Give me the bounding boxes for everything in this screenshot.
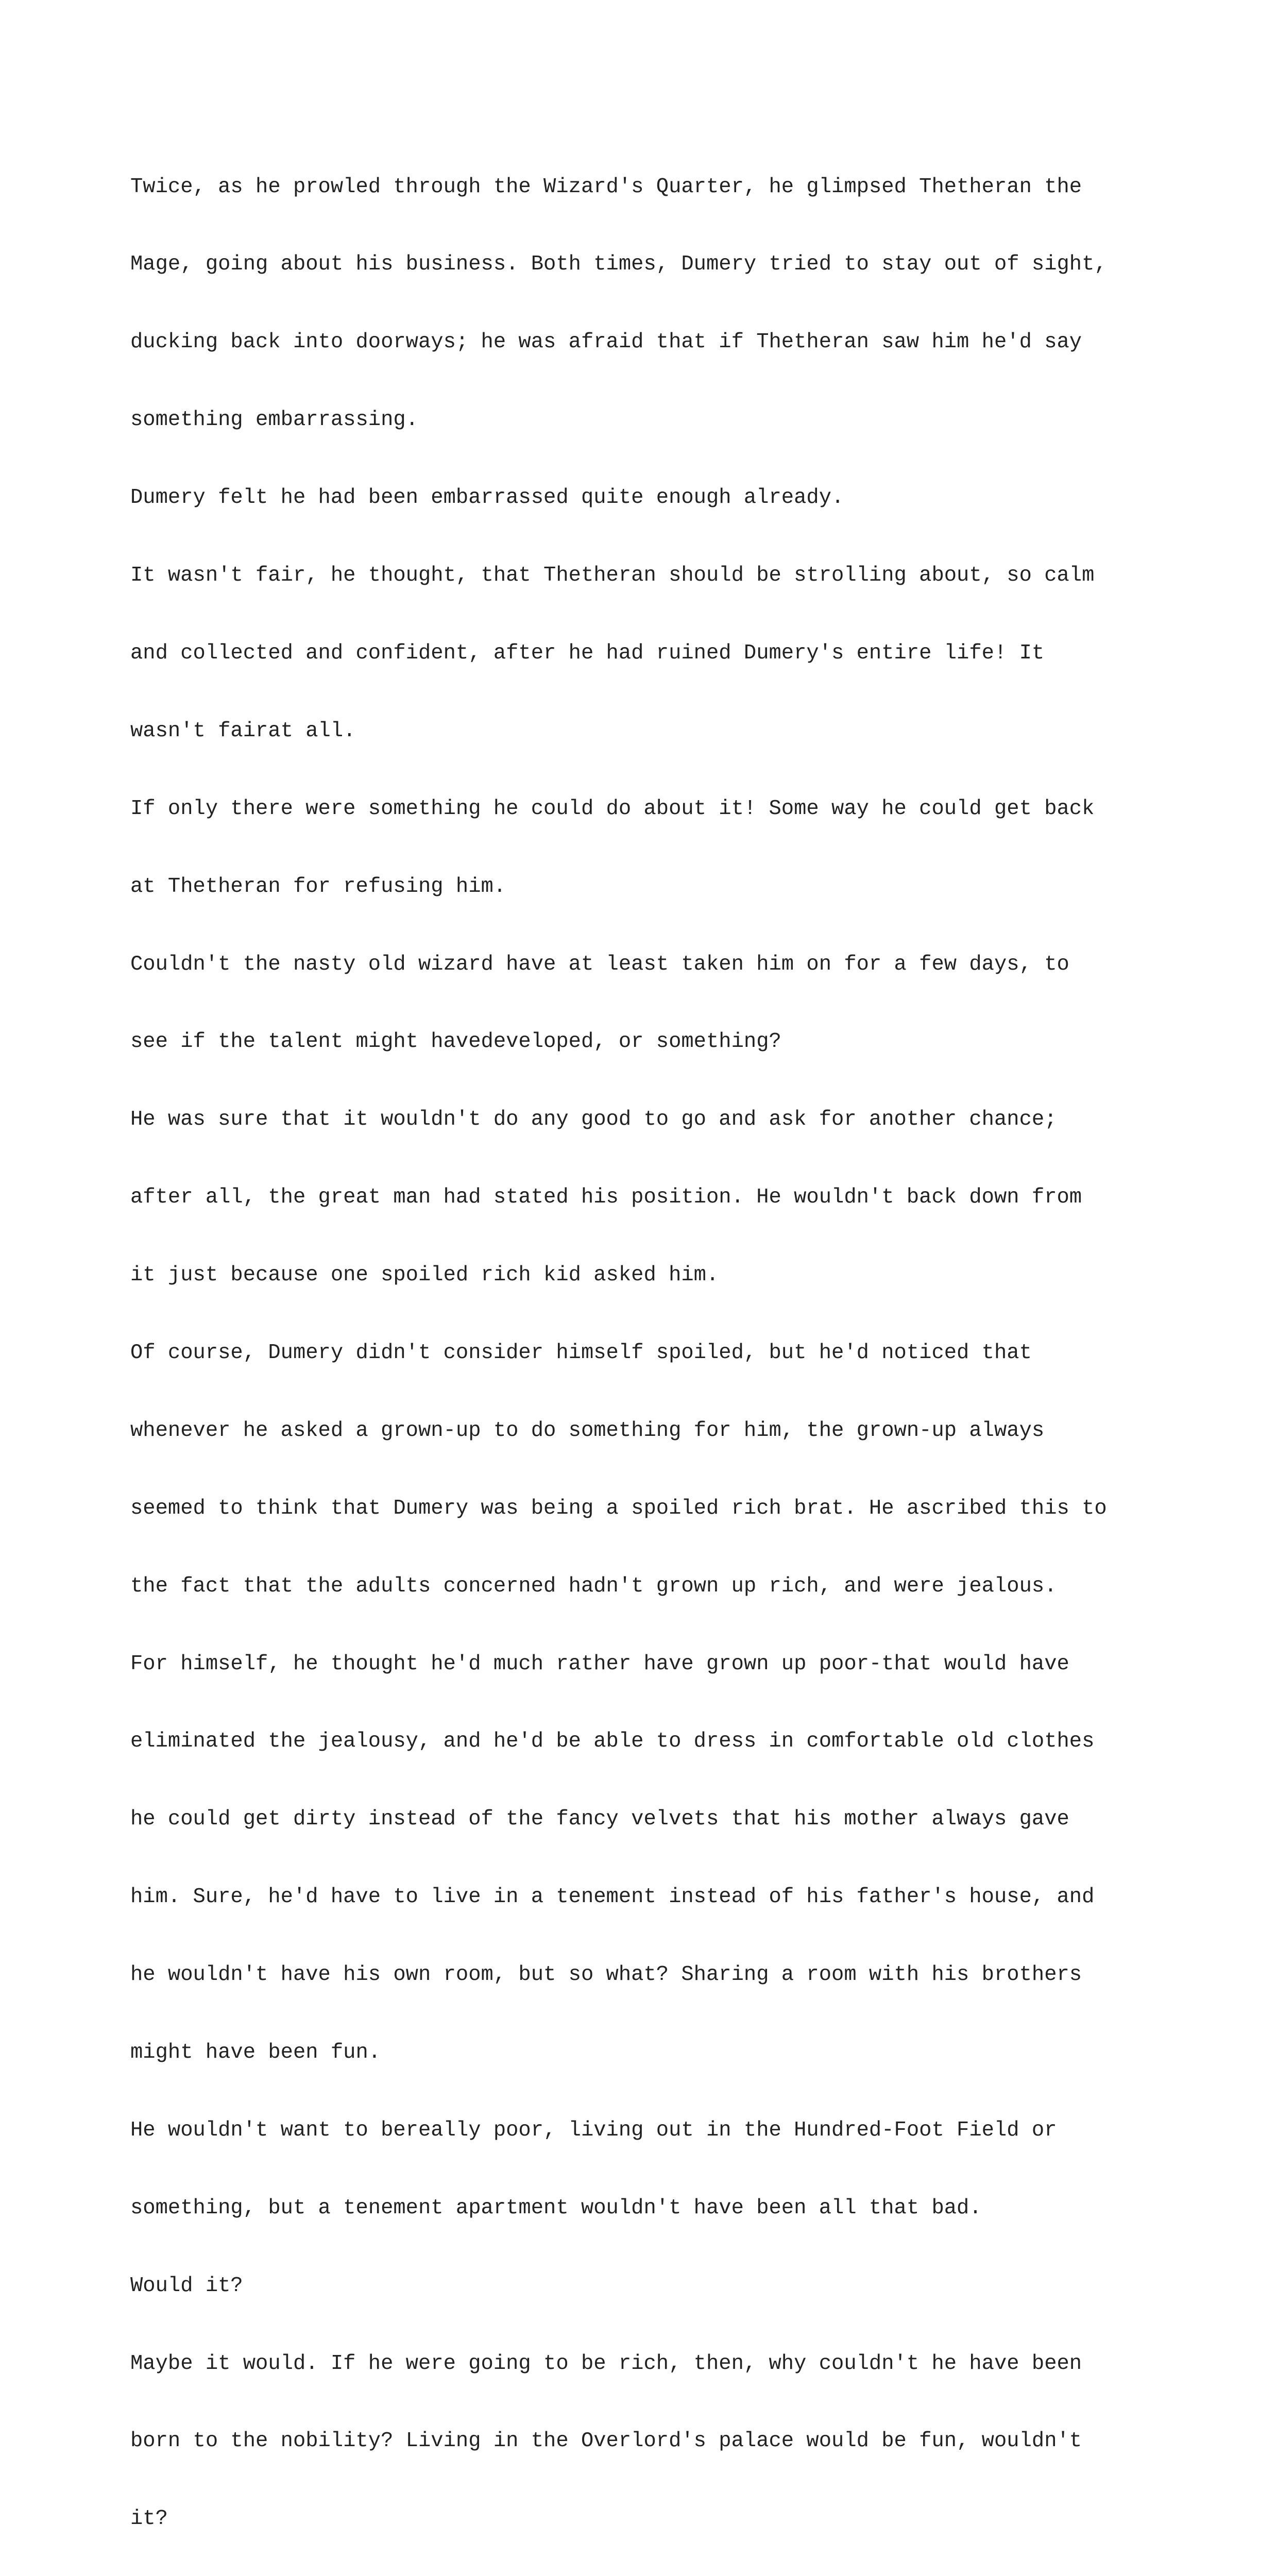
text-line-30: born to the nobility? Living in the Overlord's palace would be fun, wouldn't (130, 2429, 1082, 2453)
text-line-16: Of course, Dumery didn't consider himself spoiled, but he'd noticed that (130, 1341, 1032, 1365)
text-line-21: eliminated the jealousy, and he'd be able to dress in comfortable old clothes (130, 1730, 1095, 1754)
text-line-10: at Thetheran for refusing him. (130, 874, 506, 899)
text-line-12: see if the talent might havedeveloped, or something? (130, 1030, 781, 1054)
text-line-9: If only there were something he could do about it! Some way he could get back (130, 796, 1095, 821)
body-text (130, 122, 1191, 2576)
text-line-20: For himself, he thought he'd much rather have grown up poor-that would have (130, 1652, 1069, 1676)
text-line-6: It wasn't fair, he thought, that Thetheran should be strolling about, so calm (130, 564, 1095, 588)
text-line-14: after all, the great man had stated his position. He wouldn't back down from (130, 1185, 1082, 1210)
text-line-7: and collected and confident, after he had ruined Dumery's entire life! It (130, 641, 1045, 665)
text-line-19: the fact that the adults concerned hadn't grown up rich, and were jealous. (130, 1574, 1057, 1598)
text-line-23: him. Sure, he'd have to live in a tenement instead of his father's house, and (130, 1885, 1095, 1909)
text-line-11: Couldn't the nasty old wizard have at least taken him on for a few days, to (130, 952, 1069, 976)
text-line-18: seemed to think that Dumery was being a spoiled rich brat. He ascribed this to (130, 1496, 1107, 1520)
text-line-29: Maybe it would. If he were going to be rich, then, why couldn't he have been (130, 2351, 1082, 2376)
text-line-3: ducking back into doorways; he was afraid that if Thetheran saw him he'd say (130, 330, 1082, 354)
text-line-4: something embarrassing. (130, 408, 418, 432)
text-line-24: he wouldn't have his own room, but so what? Sharing a room with his brothers (130, 1963, 1082, 1987)
text-line-25: might have been fun. (130, 2040, 381, 2064)
text-line-27: something, but a tenement apartment wouldn't have been all that bad. (130, 2196, 982, 2220)
text-line-13: He was sure that it wouldn't do any good to go and ask for another chance; (130, 1108, 1057, 1132)
text-line-8: wasn't fairat all. (130, 719, 356, 743)
text-line-22: he could get dirty instead of the fancy velvets that his mother always gave (130, 1807, 1069, 1832)
text-line-15: it just because one spoiled rich kid asked him. (130, 1263, 719, 1287)
text-line-31: it? (130, 2507, 168, 2531)
text-line-5: Dumery felt he had been embarrassed quite enough already. (130, 486, 844, 510)
text-line-1: Twice, as he prowled through the Wizard's Quarter, he glimpsed Thetheran the (130, 175, 1082, 199)
text-line-28: Would it? (130, 2274, 243, 2298)
text-line-26: He wouldn't want to bereally poor, living out in the Hundred-Foot Field or (130, 2118, 1057, 2142)
text-line-17: whenever he asked a grown-up to do something for him, the grown-up always (130, 1418, 1045, 1443)
text-line-2: Mage, going about his business. Both times, Dumery tried to stay out of sight, (130, 252, 1107, 277)
